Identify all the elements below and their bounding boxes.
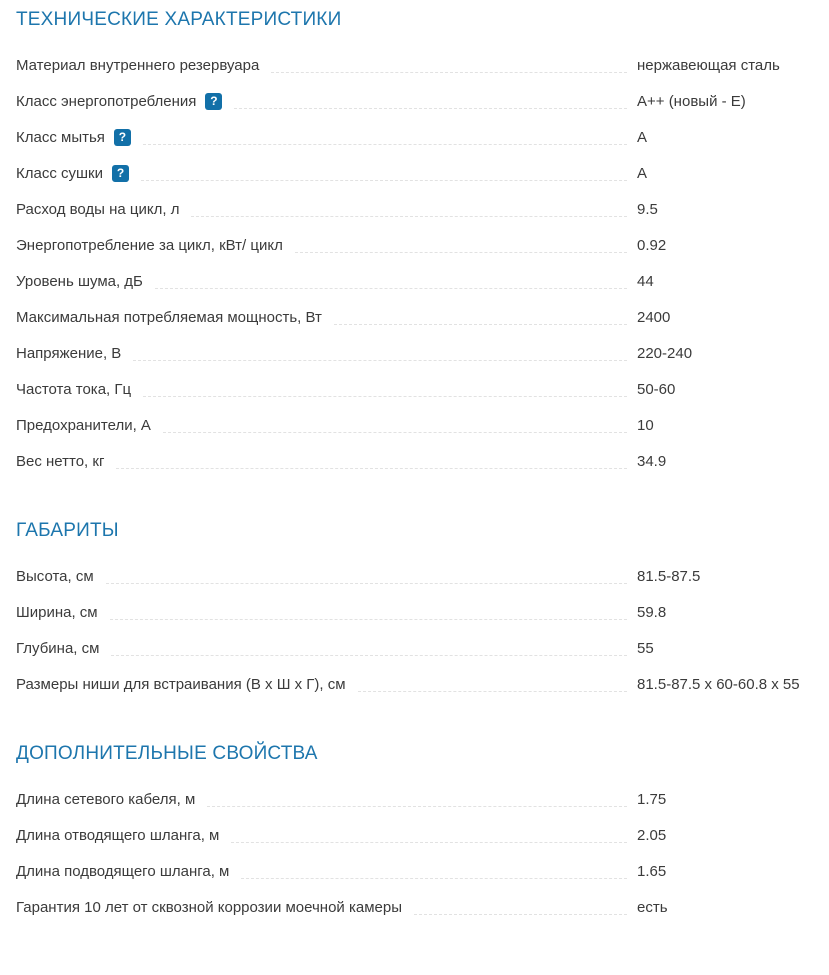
dotted-leader (106, 583, 627, 584)
spec-row (16, 640, 813, 676)
spec-value: 59.8 (637, 604, 667, 621)
spec-value: есть (637, 899, 668, 916)
spec-value: 2.05 (637, 827, 667, 844)
spec-label: Расход воды на цикл, л (16, 201, 180, 218)
spec-row (16, 201, 813, 237)
spec-label: Класс сушки (16, 165, 103, 182)
section-rows (16, 568, 813, 712)
spec-section (16, 8, 813, 489)
dotted-leader (191, 216, 627, 217)
spec-label: Материал внутреннего резервуара (16, 57, 260, 74)
spec-row (16, 604, 813, 640)
dotted-leader (133, 360, 627, 361)
dotted-leader (141, 180, 627, 181)
spec-row (16, 381, 813, 417)
dotted-leader (207, 806, 627, 807)
dotted-leader (241, 878, 627, 879)
dotted-leader (414, 914, 627, 915)
spec-value: 1.65 (637, 863, 667, 880)
spec-value: 220-240 (637, 345, 693, 362)
dotted-leader (143, 144, 627, 145)
dotted-leader (155, 288, 627, 289)
spec-label: Энергопотребление за цикл, кВт/ цикл (16, 237, 283, 254)
spec-label: Напряжение, В (16, 345, 122, 362)
dotted-leader (334, 324, 627, 325)
spec-row (16, 827, 813, 863)
dotted-leader (295, 252, 627, 253)
spec-label: Частота тока, Гц (16, 381, 132, 398)
spec-value: 81.5-87.5 (637, 568, 701, 585)
section-title: ГАБАРИТЫ (16, 520, 119, 541)
dotted-leader (358, 691, 627, 692)
spec-label: Глубина, см (16, 640, 100, 657)
spec-value: 10 (637, 417, 654, 434)
section-rows (16, 791, 813, 935)
spec-row (16, 345, 813, 381)
section-title: ДОПОЛНИТЕЛЬНЫЕ СВОЙСТВА (16, 743, 318, 764)
dotted-leader (116, 468, 627, 469)
spec-label: Длина отводящего шланга, м (16, 827, 220, 844)
spec-value: 81.5-87.5 x 60-60.8 x 55 (637, 676, 800, 693)
dotted-leader (143, 396, 627, 397)
spec-label: Максимальная потребляемая мощность, Вт (16, 309, 322, 326)
spec-value: 9.5 (637, 201, 658, 218)
spec-label: Длина сетевого кабеля, м (16, 791, 196, 808)
spec-value: А++ (новый - Е) (637, 93, 746, 110)
spec-value: нержавеющая сталь (637, 57, 780, 74)
spec-row (16, 453, 813, 489)
spec-value: 34.9 (637, 453, 667, 470)
question-mark-help-icon[interactable]: ? (112, 165, 129, 182)
spec-value: 55 (637, 640, 654, 657)
spec-label: Размеры ниши для встраивания (В х Ш х Г), см (16, 676, 346, 693)
spec-row (16, 129, 813, 165)
spec-row (16, 676, 813, 712)
spec-label: Вес нетто, кг (16, 453, 105, 470)
spec-label: Высота, см (16, 568, 94, 585)
spec-label: Предохранители, А (16, 417, 151, 434)
spec-row (16, 568, 813, 604)
spec-label: Гарантия 10 лет от сквозной коррозии моечной камеры (16, 899, 402, 916)
spec-value: 2400 (637, 309, 671, 326)
spec-row (16, 273, 813, 309)
spec-row (16, 93, 813, 129)
spec-label: Длина подводящего шланга, м (16, 863, 230, 880)
spec-section (16, 742, 813, 935)
spec-row (16, 309, 813, 345)
spec-row (16, 57, 813, 93)
spec-section (16, 519, 813, 712)
question-mark-help-icon[interactable]: ? (205, 93, 222, 110)
spec-row (16, 791, 813, 827)
dotted-leader (111, 655, 627, 656)
spec-value: 1.75 (637, 791, 667, 808)
dotted-leader (163, 432, 627, 433)
spec-label: Класс мытья (16, 129, 105, 146)
spec-label: Уровень шума, дБ (16, 273, 143, 290)
spec-row (16, 237, 813, 273)
spec-row (16, 165, 813, 201)
spec-label: Класс энергопотребления (16, 93, 197, 110)
question-mark-help-icon[interactable]: ? (114, 129, 131, 146)
dotted-leader (110, 619, 627, 620)
spec-value: А (637, 165, 648, 182)
spec-value: 50-60 (637, 381, 676, 398)
section-rows (16, 57, 813, 489)
spec-row (16, 899, 813, 935)
section-title: ТЕХНИЧЕСКИЕ ХАРАКТЕРИСТИКИ (16, 9, 342, 30)
spec-value: А (637, 129, 648, 146)
spec-row (16, 863, 813, 899)
dotted-leader (271, 72, 627, 73)
specifications-page (16, 8, 813, 935)
spec-value: 44 (637, 273, 654, 290)
spec-row (16, 417, 813, 453)
spec-value: 0.92 (637, 237, 667, 254)
dotted-leader (231, 842, 627, 843)
spec-label: Ширина, см (16, 604, 98, 621)
dotted-leader (234, 108, 627, 109)
